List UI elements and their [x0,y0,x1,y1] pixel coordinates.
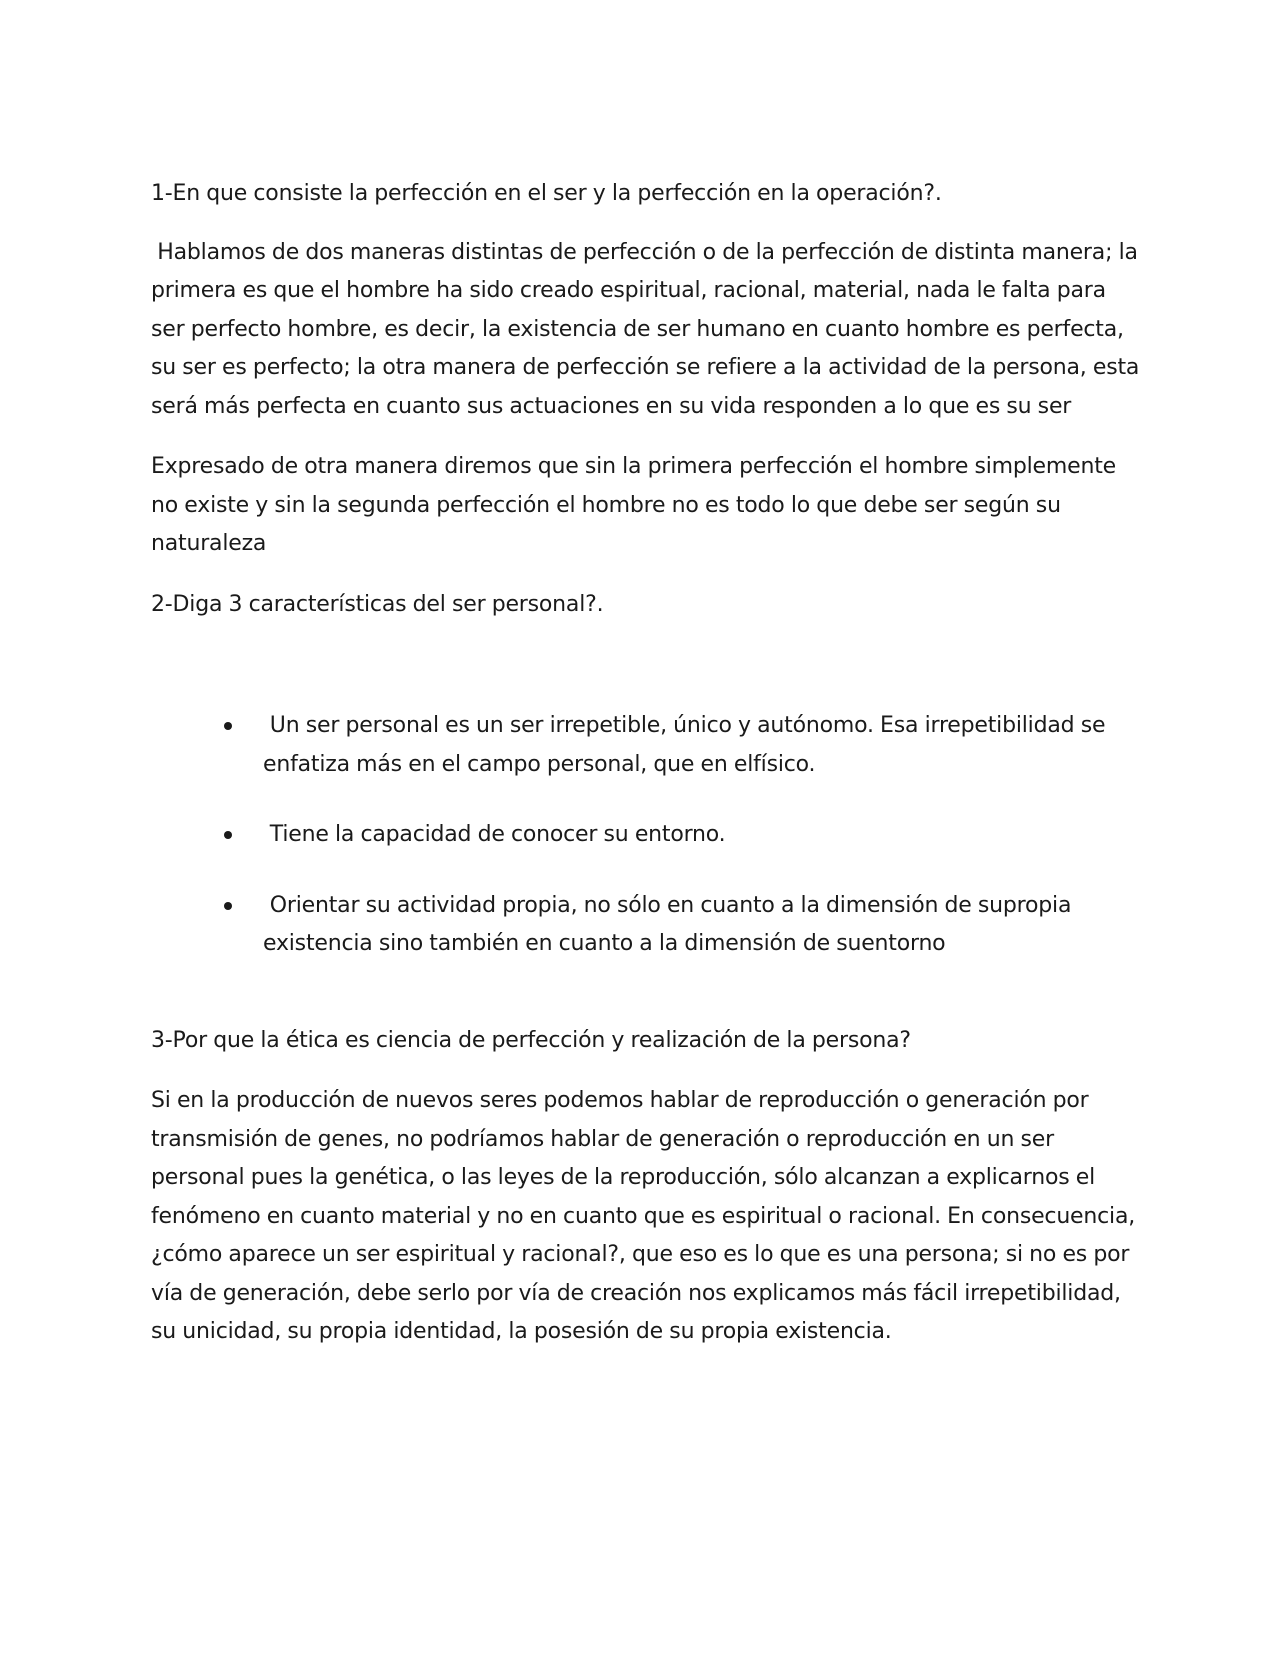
bullet-icon [224,831,232,839]
question-2: 2-Diga 3 características del ser personal?. [151,591,604,617]
question-3: 3-Por que la ética es ciencia de perfección y realización de la persona? [151,1027,911,1053]
answer-1-paragraph-1: Hablamos de dos maneras distintas de perfección o de la perfección de distinta manera; la primera es que el hombre ha sido creado espiritual, racional, material, nada le falta para ser perfecto hombre, es decir, la existencia de ser humano en cuanto hombre es perfecta, su ser es perfecto; la otra manera de perfección se refiere a la actividad de la persona, esta será más perfecta en cuanto sus actuaciones en su vida responden a lo que es su ser [151,239,1146,419]
list-item [151,816,1141,855]
question-1: 1-En que consiste la perfección en el ser y la perfección en la operación?. [151,181,942,206]
document-page [151,175,1146,1352]
answer-3-paragraph: Si en la producción de nuevos seres podemos hablar de reproducción o generación por transmisión de genes, no podríamos hablar de generación o reproducción en un ser personal pues la genética, o las leyes de la reproducción, sólo alcanzan a explicarnos el fenómeno en cuanto material y no en cuanto que es espiritual o racional. En consecuencia, ¿cómo aparece un ser espiritual y racional?, que eso es lo que es una persona; si no es por vía de generación, debe serlo por vía de creación nos explicamos más fácil irrepetibilidad, su unicidad, su propia identidad, la posesión de su propia existencia. [151,1088,1136,1344]
list-item-text: Tiene la capacidad de conocer su entorno. [263,822,726,847]
list-item [151,887,1141,964]
list-item [151,707,1141,784]
list-item-text: Orientar su actividad propia, no sólo en cuanto a la dimensión de supropia existencia sino también en cuanto a la dimensión de suentorno [263,892,1078,956]
list-item-text: Un ser personal es un ser irrepetible, único y autónomo. Esa irrepetibilidad se enfatiza más en el campo personal, que en elfísico. [263,713,1112,777]
answer-1-paragraph-2: Expresado de otra manera diremos que sin la primera perfección el hombre simplemente no existe y sin la segunda perfección el hombre no es todo lo que debe ser según su naturaleza [151,454,1116,556]
bullet-icon [224,902,232,910]
answer-2-bullet-list [151,707,1141,964]
bullet-icon [224,722,232,730]
